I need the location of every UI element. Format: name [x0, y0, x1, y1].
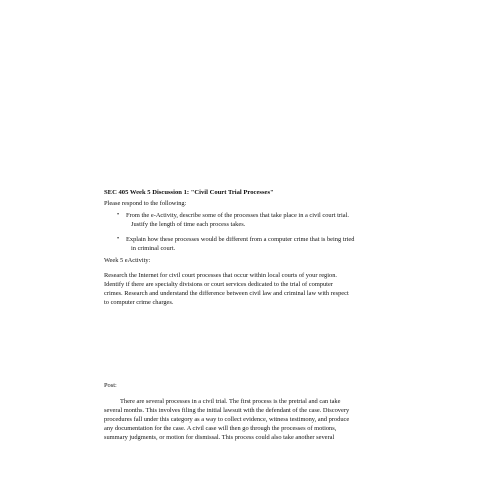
prompt-intro: Please respond to the following:: [104, 200, 187, 207]
bullet-2-line-2: in criminal court.: [131, 245, 176, 252]
post-line-1: There are several processes in a civil trial. The first process is the pretrial and can take: [120, 398, 341, 405]
post-line-5: summary judgments, or motion for dismissal. This process could also take another several: [104, 434, 335, 441]
bullet-marker: •: [117, 212, 120, 218]
bullet-marker: •: [117, 236, 120, 242]
eactivity-line-4: to computer crime charges.: [104, 299, 174, 306]
eactivity-line-3: crimes. Research and understand the difference between civil law and criminal law with respect: [104, 290, 349, 297]
post-label: Post:: [104, 382, 117, 389]
eactivity-label: Week 5 eActivity:: [104, 257, 151, 264]
eactivity-line-2: Identify if there are specialty divisions or court services dedicated to the trial of computer: [104, 281, 333, 288]
bullet-1-line-2: Justify the length of time each process takes.: [131, 221, 246, 228]
post-line-4: any documentation for the case. A civil case will then go through the processes of motions,: [104, 425, 337, 432]
bullet-2-line-1: Explain how these processes would be different from a computer crime that is being tried: [126, 236, 355, 243]
eactivity-line-1: Research the Internet for civil court processes that occur within local courts of your region.: [104, 272, 337, 279]
document-heading: SEC 405 Week 5 Discussion 1: "Civil Court Trial Processes": [104, 189, 274, 196]
post-line-3: procedures fall under this category as a way to collect evidence, witness testimony, and produce: [104, 416, 350, 423]
post-line-2: several months. This involves filing the initial lawsuit with the defendant of the case. Discovery: [104, 407, 350, 414]
bullet-1-line-1: From the e-Activity, describe some of the processes that take place in a civil court trial.: [126, 212, 350, 219]
